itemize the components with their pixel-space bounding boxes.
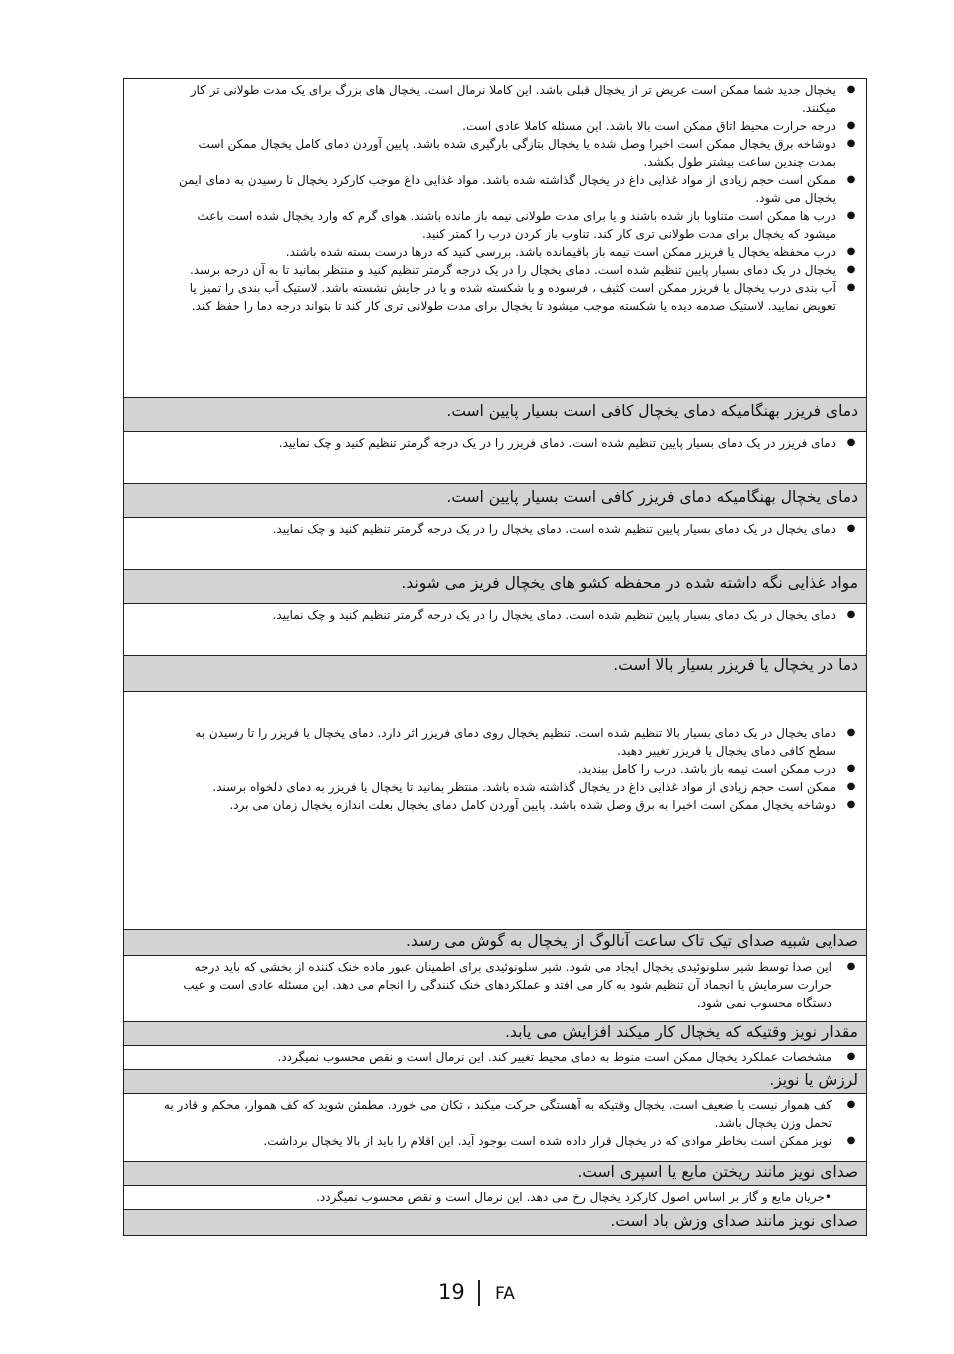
- list-item: ● درب ممکن است نیمه باز باشد. درب را کامل ببندید.: [124, 760, 866, 778]
- troubleshooting-table: [123, 78, 867, 1236]
- list-item: ● درب محفظه یخچال یا فریزر ممکن است نیمه باز باقیمانده باشد. بررسی کنید که درها درست بسته شده باشند.: [124, 243, 866, 261]
- list-item: ● دوشاخه برق یخچال ممکن است اخیرا وصل شده یا یخچال بتازگی بارگیری شده باشد. پایین آوردن دمای کامل یخچال ممکن است بمدت چندین ساعت بیشتر طول بکشد.: [124, 135, 866, 171]
- list-item: ● ممکن است حجم زیادی از مواد غذایی داغ در یخچال گذاشته شده باشد. مواد غذایی داغ موجب کارکرد یخچال تا رسیدن به دمای ایمن یخچال می شود.: [124, 171, 866, 207]
- bullet-icon: ●: [846, 727, 856, 738]
- list-item: ● یخچال در یک دمای بسیار پایین تنظیم شده است. دمای یخچال را در یک درجه گرمتر تنظیم کنید و منتظر بمانید تا به آن درجه برسد.: [124, 261, 866, 279]
- bullet-icon: ●: [846, 246, 856, 257]
- section-heading: مقدار نویز وقتیکه که یخچال کار میکند افزایش می یابد.: [123, 1022, 867, 1046]
- section-heading: لرزش یا نویز.: [123, 1070, 867, 1094]
- bullet-icon: ●: [846, 609, 856, 620]
- section-0-body: [123, 78, 867, 398]
- bullet-icon: ●: [846, 1051, 856, 1062]
- section-3-body: [123, 604, 867, 656]
- list-item: ● کف هموار نیست یا ضعیف است. یخچال وقتیکه به آهستگی حرکت میکند ، تکان می خورد. مطمئن شوید که کف هموار، محکم و قادر به تحمل وزن یخچال باشد.: [124, 1096, 866, 1132]
- bullet-icon: ●: [846, 799, 856, 810]
- bullet-icon: ●: [846, 84, 856, 95]
- section-heading: مواد غذایی نگه داشته شده در محفظه کشو های یخچال فریز می شوند.: [123, 570, 867, 604]
- bullet-icon: ●: [846, 120, 856, 131]
- section-2-body: [123, 518, 867, 570]
- bullet-icon: ●: [846, 781, 856, 792]
- bullet-icon: ●: [846, 1099, 856, 1110]
- list-item: ● دمای فریزر در یک دمای بسیار پایین تنظیم شده است. دمای فریزر را در یک درجه گرمتر تنظیم کنید و چک نمایید.: [124, 434, 866, 452]
- footer-divider: [478, 1280, 480, 1306]
- bullet-icon: ●: [846, 437, 856, 448]
- list-item: ● ممکن است حجم زیادی از مواد غذایی داغ در یخچال گذاشته شده باشد. منتظر بمانید تا یخچال یا فریزر به دمای دلخواه برسند.: [124, 778, 866, 796]
- language-code: FA: [495, 1284, 515, 1304]
- bullet-icon: ●: [846, 138, 856, 149]
- list-item: ● این صدا توسط شیر سلونوئیدی یخچال ایجاد می شود. شیر سلونوئیدی برای اطمینان عبور ماده خنک کننده از بخشی که باید درجه حرارت سرمایش یا انجماد آن تنظیم شود به کار می افتد و عملکردهای خنک کنندگی را انجام می دهد. این مسئله عادی است و عیب دستگاه محسوب نمی شود.: [124, 958, 866, 1012]
- section-heading: دمای فریزر بهنگامیکه دمای یخچال کافی است بسیار پایین است.: [123, 398, 867, 432]
- section-6-body: [123, 1046, 867, 1070]
- list-item: ● دمای یخچال در یک دمای بسیار پایین تنظیم شده است. دمای یخچال را در یک درجه گرمتر تنظیم کنید و چک نمایید.: [124, 606, 866, 624]
- page-number: 19: [438, 1280, 465, 1304]
- bullet-icon: ●: [846, 210, 856, 221]
- section-5-body: [123, 956, 867, 1022]
- section-heading: صدای نویز مانند ریختن مایع یا اسپری است.: [123, 1162, 867, 1186]
- list-item: •جریان مایع و گاز بر اساس اصول کارکرد یخچال رخ می دهد. این نرمال است و نقص محسوب نمیگردد.: [316, 1190, 832, 1204]
- bullet-icon: ●: [846, 174, 856, 185]
- list-item: ● مشخصات عملکرد یخچال ممکن است منوط به دمای محیط تغییر کند. این نرمال است و نقص محسوب نمیگردد.: [124, 1048, 866, 1066]
- section-heading: صدای نویز مانند صدای وزش باد است.: [123, 1210, 867, 1236]
- list-item: ● آب بندی درب یخچال یا فریزر ممکن است کثیف ، فرسوده و یا شکسته شده و یا در جایش نشسته باشد. لاستیک آب بندی را تمیز یا تعویض نمایید. لاستیک صدمه دیده یا شکسته موجب میشود تا یخچال برای مدت طولانی تری کار کند تا بتواند درجه دما را حفظ کند.: [124, 279, 866, 315]
- section-heading: دما در یخچال یا فریزر بسیار بالا است.: [123, 656, 867, 692]
- list-item: ● یخچال جدید شما ممکن است عریض تر از یخچال قبلی باشد. این کاملا نرمال است. یخچال های بزرگ برای یک مدت طولانی تر کار میکنند.: [124, 81, 866, 117]
- list-item: ● نویز ممکن است بخاطر موادی که در یخچال قرار داده شده است بوجود آید. این اقلام را باید از بالا یخچال برداشت.: [124, 1132, 866, 1150]
- section-heading: صدایی شبیه صدای تیک تاک ساعت آنالوگ از یخچال به گوش می رسد.: [123, 930, 867, 956]
- list-item: ● دمای یخچال در یک دمای بسیار بالا تنظیم شده است. تنظیم یخچال روی دمای فریزر اثر دارد. دمای یخچال یا فریزر را تا رسیدن به سطح کافی دمای یخچال یا فریزر تغییر دهید.: [124, 724, 866, 760]
- list-item: ● دوشاخه یخچال ممکن است اخیرا به برق وصل شده باشد. پایین آوردن کامل دمای یخچال بعلت اندازه یخچال زمان می برد.: [124, 796, 866, 814]
- list-item: ● دمای یخچال در یک دمای بسیار پایین تنظیم شده است. دمای یخچال را در یک درجه گرمتر تنظیم کنید و چک نمایید.: [124, 520, 866, 538]
- section-8-body: [123, 1186, 867, 1210]
- list-item: ● درجه حرارت محیط اتاق ممکن است بالا باشد. این مسئله کاملا عادی است.: [124, 117, 866, 135]
- bullet-icon: ●: [846, 523, 856, 534]
- list-item: ● درب ها ممکن است متناوبا باز شده باشند و یا برای مدت طولانی نیمه باز مانده باشند. هوای گرم که وارد یخچال شده است باعث میشود که یخچال برای مدت طولانی تری کار کند. تناوب باز کردن درب را کمتر کنید.: [124, 207, 866, 243]
- bullet-icon: ●: [846, 264, 856, 275]
- bullet-icon: ●: [846, 961, 856, 972]
- page-footer: [0, 1278, 954, 1318]
- section-1-body: [123, 432, 867, 484]
- bullet-icon: ●: [846, 282, 856, 293]
- section-7-body: [123, 1094, 867, 1162]
- section-4-body: [123, 692, 867, 930]
- bullet-icon: ●: [846, 763, 856, 774]
- bullet-icon: ●: [846, 1135, 856, 1146]
- section-heading: دمای یخچال بهنگامیکه دمای فریزر کافی است بسیار پایین است.: [123, 484, 867, 518]
